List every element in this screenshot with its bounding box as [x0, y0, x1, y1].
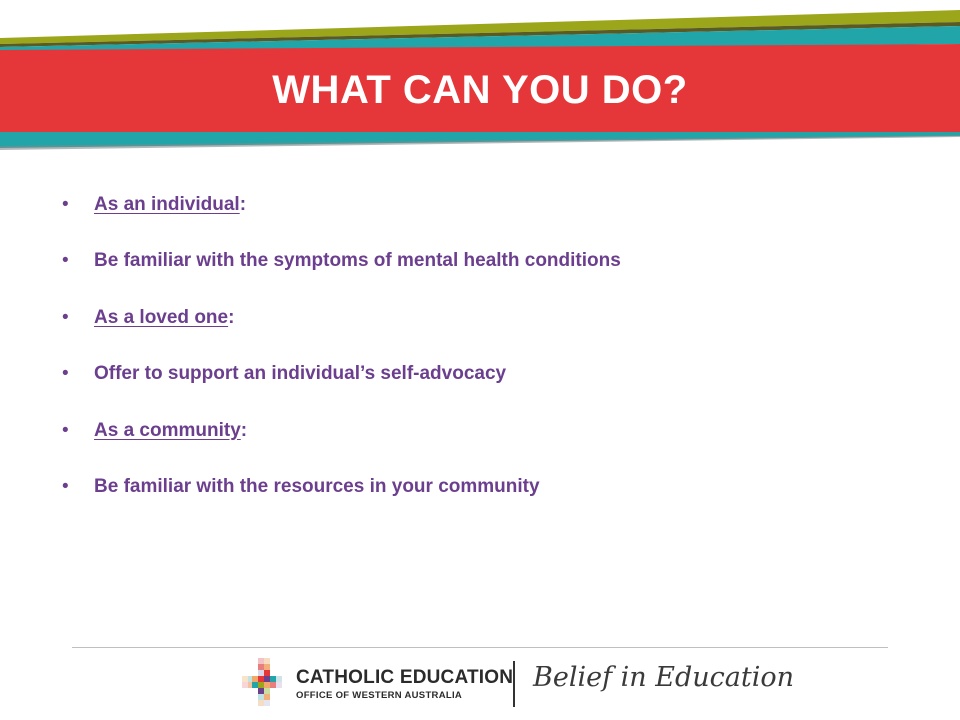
heading-colon: : [228, 306, 235, 328]
bullet-text: Be familiar with the symptoms of mental health conditions [94, 250, 621, 272]
bullet-heading [94, 414, 247, 448]
bullet-dot: • [62, 419, 69, 441]
heading-link[interactable]: As an individual [94, 194, 240, 215]
bullet-dot: • [62, 306, 69, 328]
bullet-text: Offer to support an individual’s self-advocacy [94, 363, 507, 385]
bullet-heading [94, 188, 246, 222]
bullet-dot: • [62, 250, 69, 272]
tagline: Belief in Education [533, 662, 794, 693]
footer-divider [72, 647, 888, 648]
slide-title: WHAT CAN YOU DO? [272, 68, 688, 112]
org-subtitle: OFFICE OF WESTERN AUSTRALIA [296, 690, 463, 701]
bullet-dot: • [62, 475, 69, 497]
bullet-heading [94, 301, 234, 335]
bullet-dot: • [62, 194, 69, 215]
bullet-text: Be familiar with the resources in your community [94, 475, 540, 497]
heading-colon: : [240, 419, 248, 441]
heading-link[interactable]: As a community [94, 419, 241, 441]
logo-divider [513, 661, 515, 707]
heading-colon: : [239, 194, 247, 215]
org-name: CATHOLIC EDUCATION [296, 667, 514, 688]
heading-link[interactable]: As a loved one [94, 306, 229, 328]
bullet-dot: • [62, 363, 69, 385]
cross-mosaic-icon [242, 658, 286, 708]
